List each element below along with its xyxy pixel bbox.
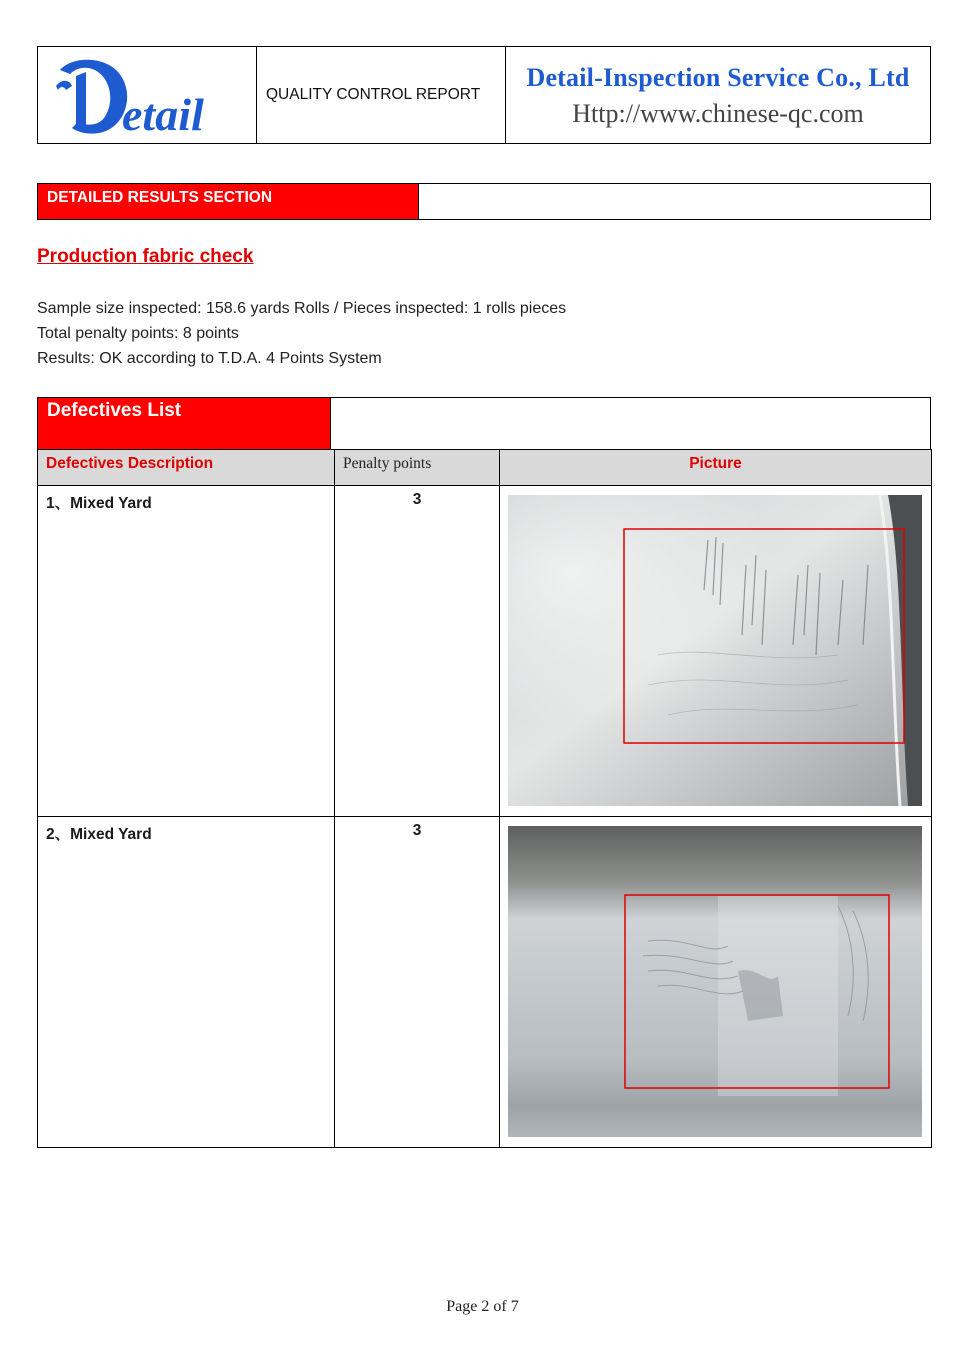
table-row <box>38 817 932 1148</box>
report-title: QUALITY CONTROL REPORT <box>257 47 506 143</box>
fabric-photo-2 <box>508 826 922 1137</box>
section-bar-blank <box>418 184 930 219</box>
svg-text:etail: etail <box>122 89 204 140</box>
defect-points: 3 <box>412 491 422 508</box>
defect-description: 2、Mixed Yard <box>46 826 152 843</box>
fabric-photo-1 <box>508 495 922 806</box>
defectives-title-blank <box>330 398 930 449</box>
table-row <box>38 486 932 817</box>
defectives-table <box>37 449 932 1148</box>
page-number: Page 2 of 7 <box>446 1298 519 1315</box>
penalty-total-line: Total penalty points: 8 points <box>37 325 239 342</box>
table-header-row <box>38 450 932 486</box>
col-description: Defectives Description <box>38 450 335 486</box>
sample-size-line: Sample size inspected: 158.6 yards Rolls / Pieces inspected: 1 rolls pieces <box>37 300 567 317</box>
company-block <box>506 47 930 143</box>
col-picture: Picture <box>500 450 932 486</box>
section-title: DETAILED RESULTS SECTION <box>38 184 418 219</box>
company-logo <box>52 50 242 140</box>
col-penalty-points: Penalty points <box>335 450 500 486</box>
logo-cell <box>38 47 257 143</box>
defect-photo <box>508 826 922 1137</box>
defect-points: 3 <box>412 822 422 839</box>
report-header <box>37 46 931 144</box>
defect-description: 1、Mixed Yard <box>46 495 152 512</box>
company-url[interactable]: Http://www.chinese-qc.com <box>572 99 864 128</box>
company-name: Detail-Inspection Service Co., Ltd <box>526 63 910 92</box>
defectives-title-bar <box>37 397 931 449</box>
result-line: Results: OK according to T.D.A. 4 Points System <box>37 350 382 367</box>
defectives-title: Defectives List <box>38 398 330 449</box>
section-bar <box>37 183 931 220</box>
defect-photo <box>508 495 922 806</box>
fabric-check-heading: Production fabric check <box>37 246 254 267</box>
